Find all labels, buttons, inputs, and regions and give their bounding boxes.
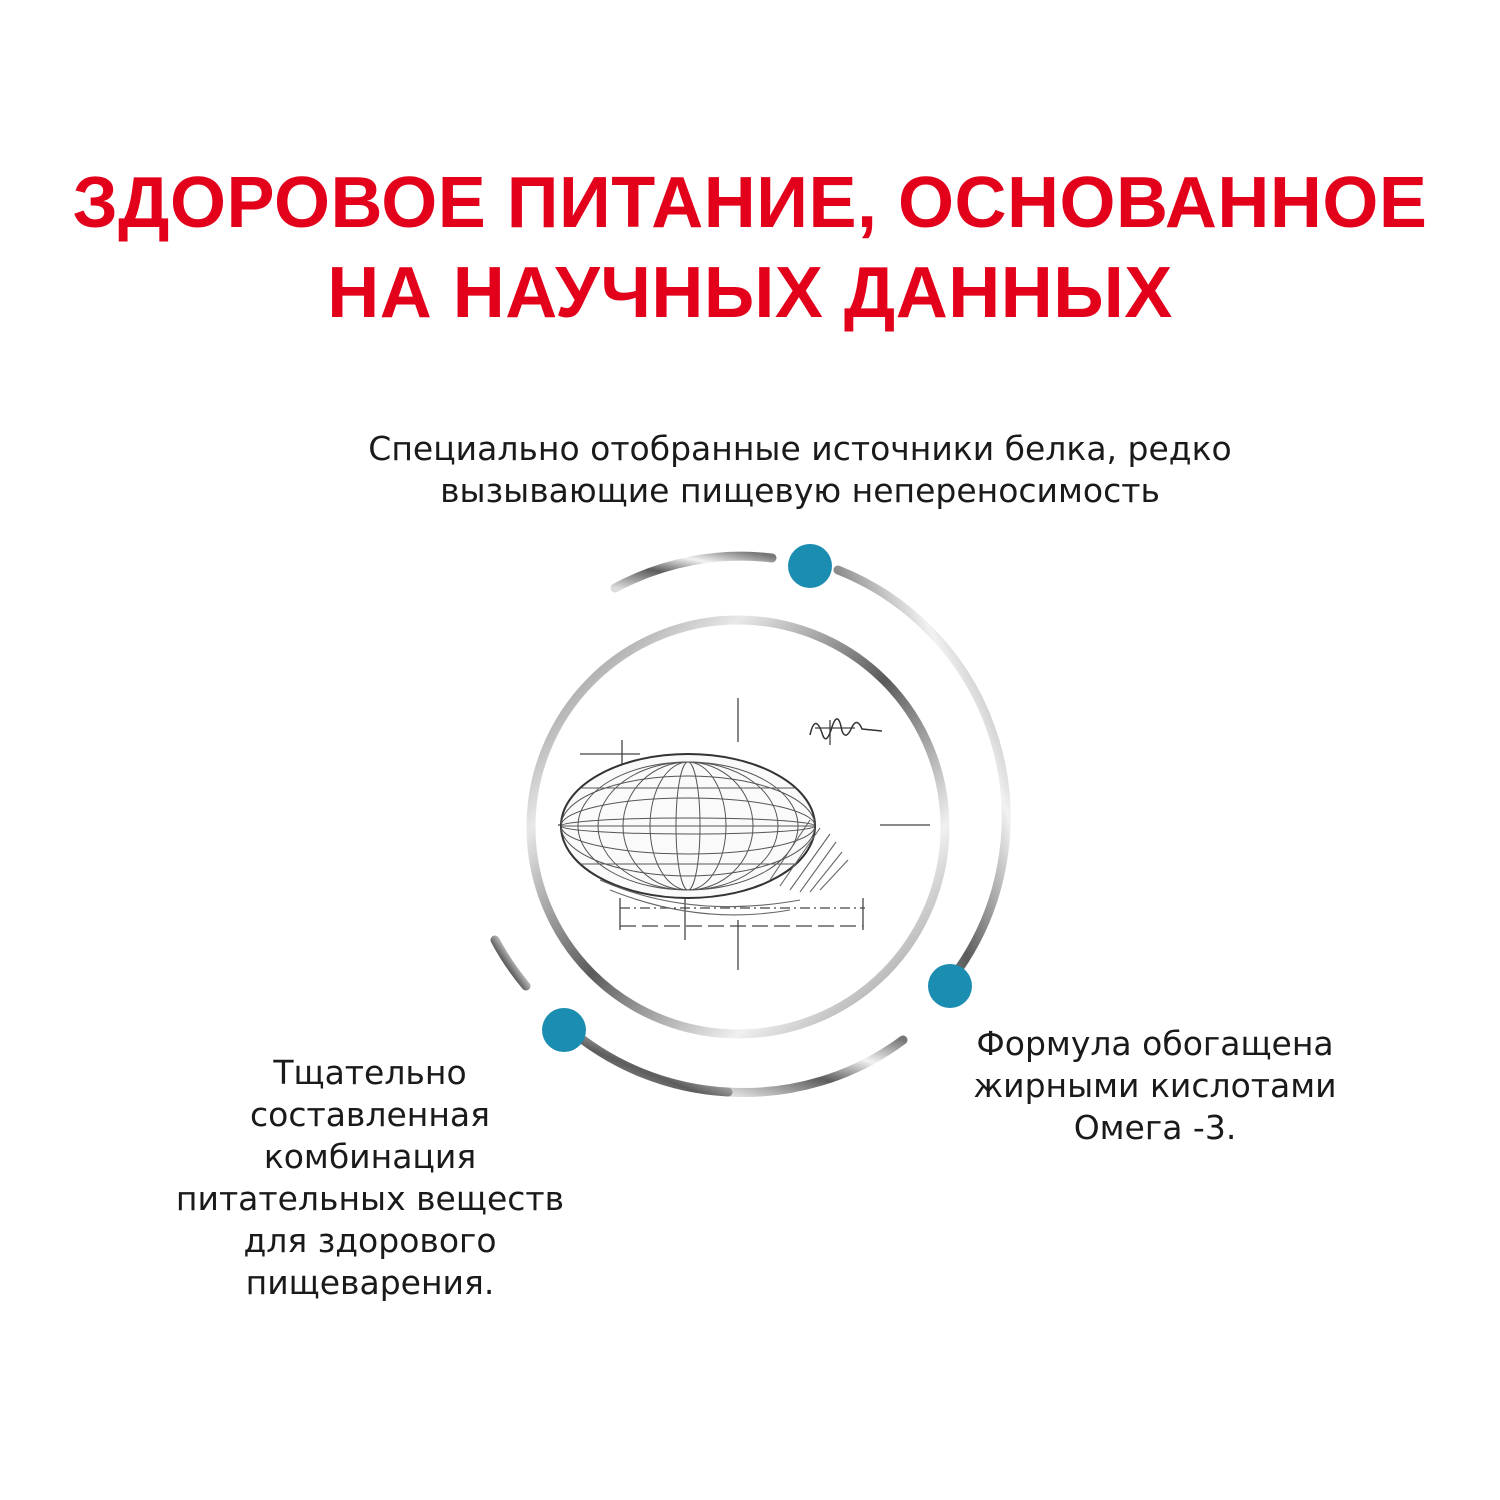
benefit-digestion [150,1052,590,1304]
benefit-digestion-line-3: комбинация [263,1137,477,1176]
benefit-digestion-line-2: составленная [250,1095,490,1134]
benefit-dot-icon-left [542,1008,586,1052]
page-title [0,158,1500,338]
benefit-dot-icon-top [788,544,832,588]
benefit-omega3 [880,1023,1430,1149]
benefit-protein-sources [300,428,1300,512]
title-line-1: ЗДОРОВОЕ ПИТАНИЕ, ОСНОВАННОЕ [72,163,1428,243]
benefit-omega3-line-1: Формула обогащена [976,1024,1334,1063]
benefit-omega3-line-3: Омега -3. [1073,1108,1237,1147]
benefit-protein-line-2: вызывающие пищевую непереносимость [440,471,1160,510]
benefit-digestion-line-4: питательных веществ [175,1179,565,1218]
benefit-protein-line-1: Специально отобранные источники белка, редко [368,429,1232,468]
kibble-sketch-icon [560,719,882,915]
benefit-digestion-line-5: для здорового [243,1221,497,1260]
benefit-digestion-line-6: пищеварения. [245,1263,495,1302]
title-line-2: НА НАУЧНЫХ ДАННЫХ [327,253,1173,333]
signature-scribble-icon [810,719,882,739]
benefit-dot-icon-right [928,964,972,1008]
benefit-digestion-line-1: Тщательно [273,1053,467,1092]
benefit-omega3-line-2: жирными кислотами [973,1066,1337,1105]
